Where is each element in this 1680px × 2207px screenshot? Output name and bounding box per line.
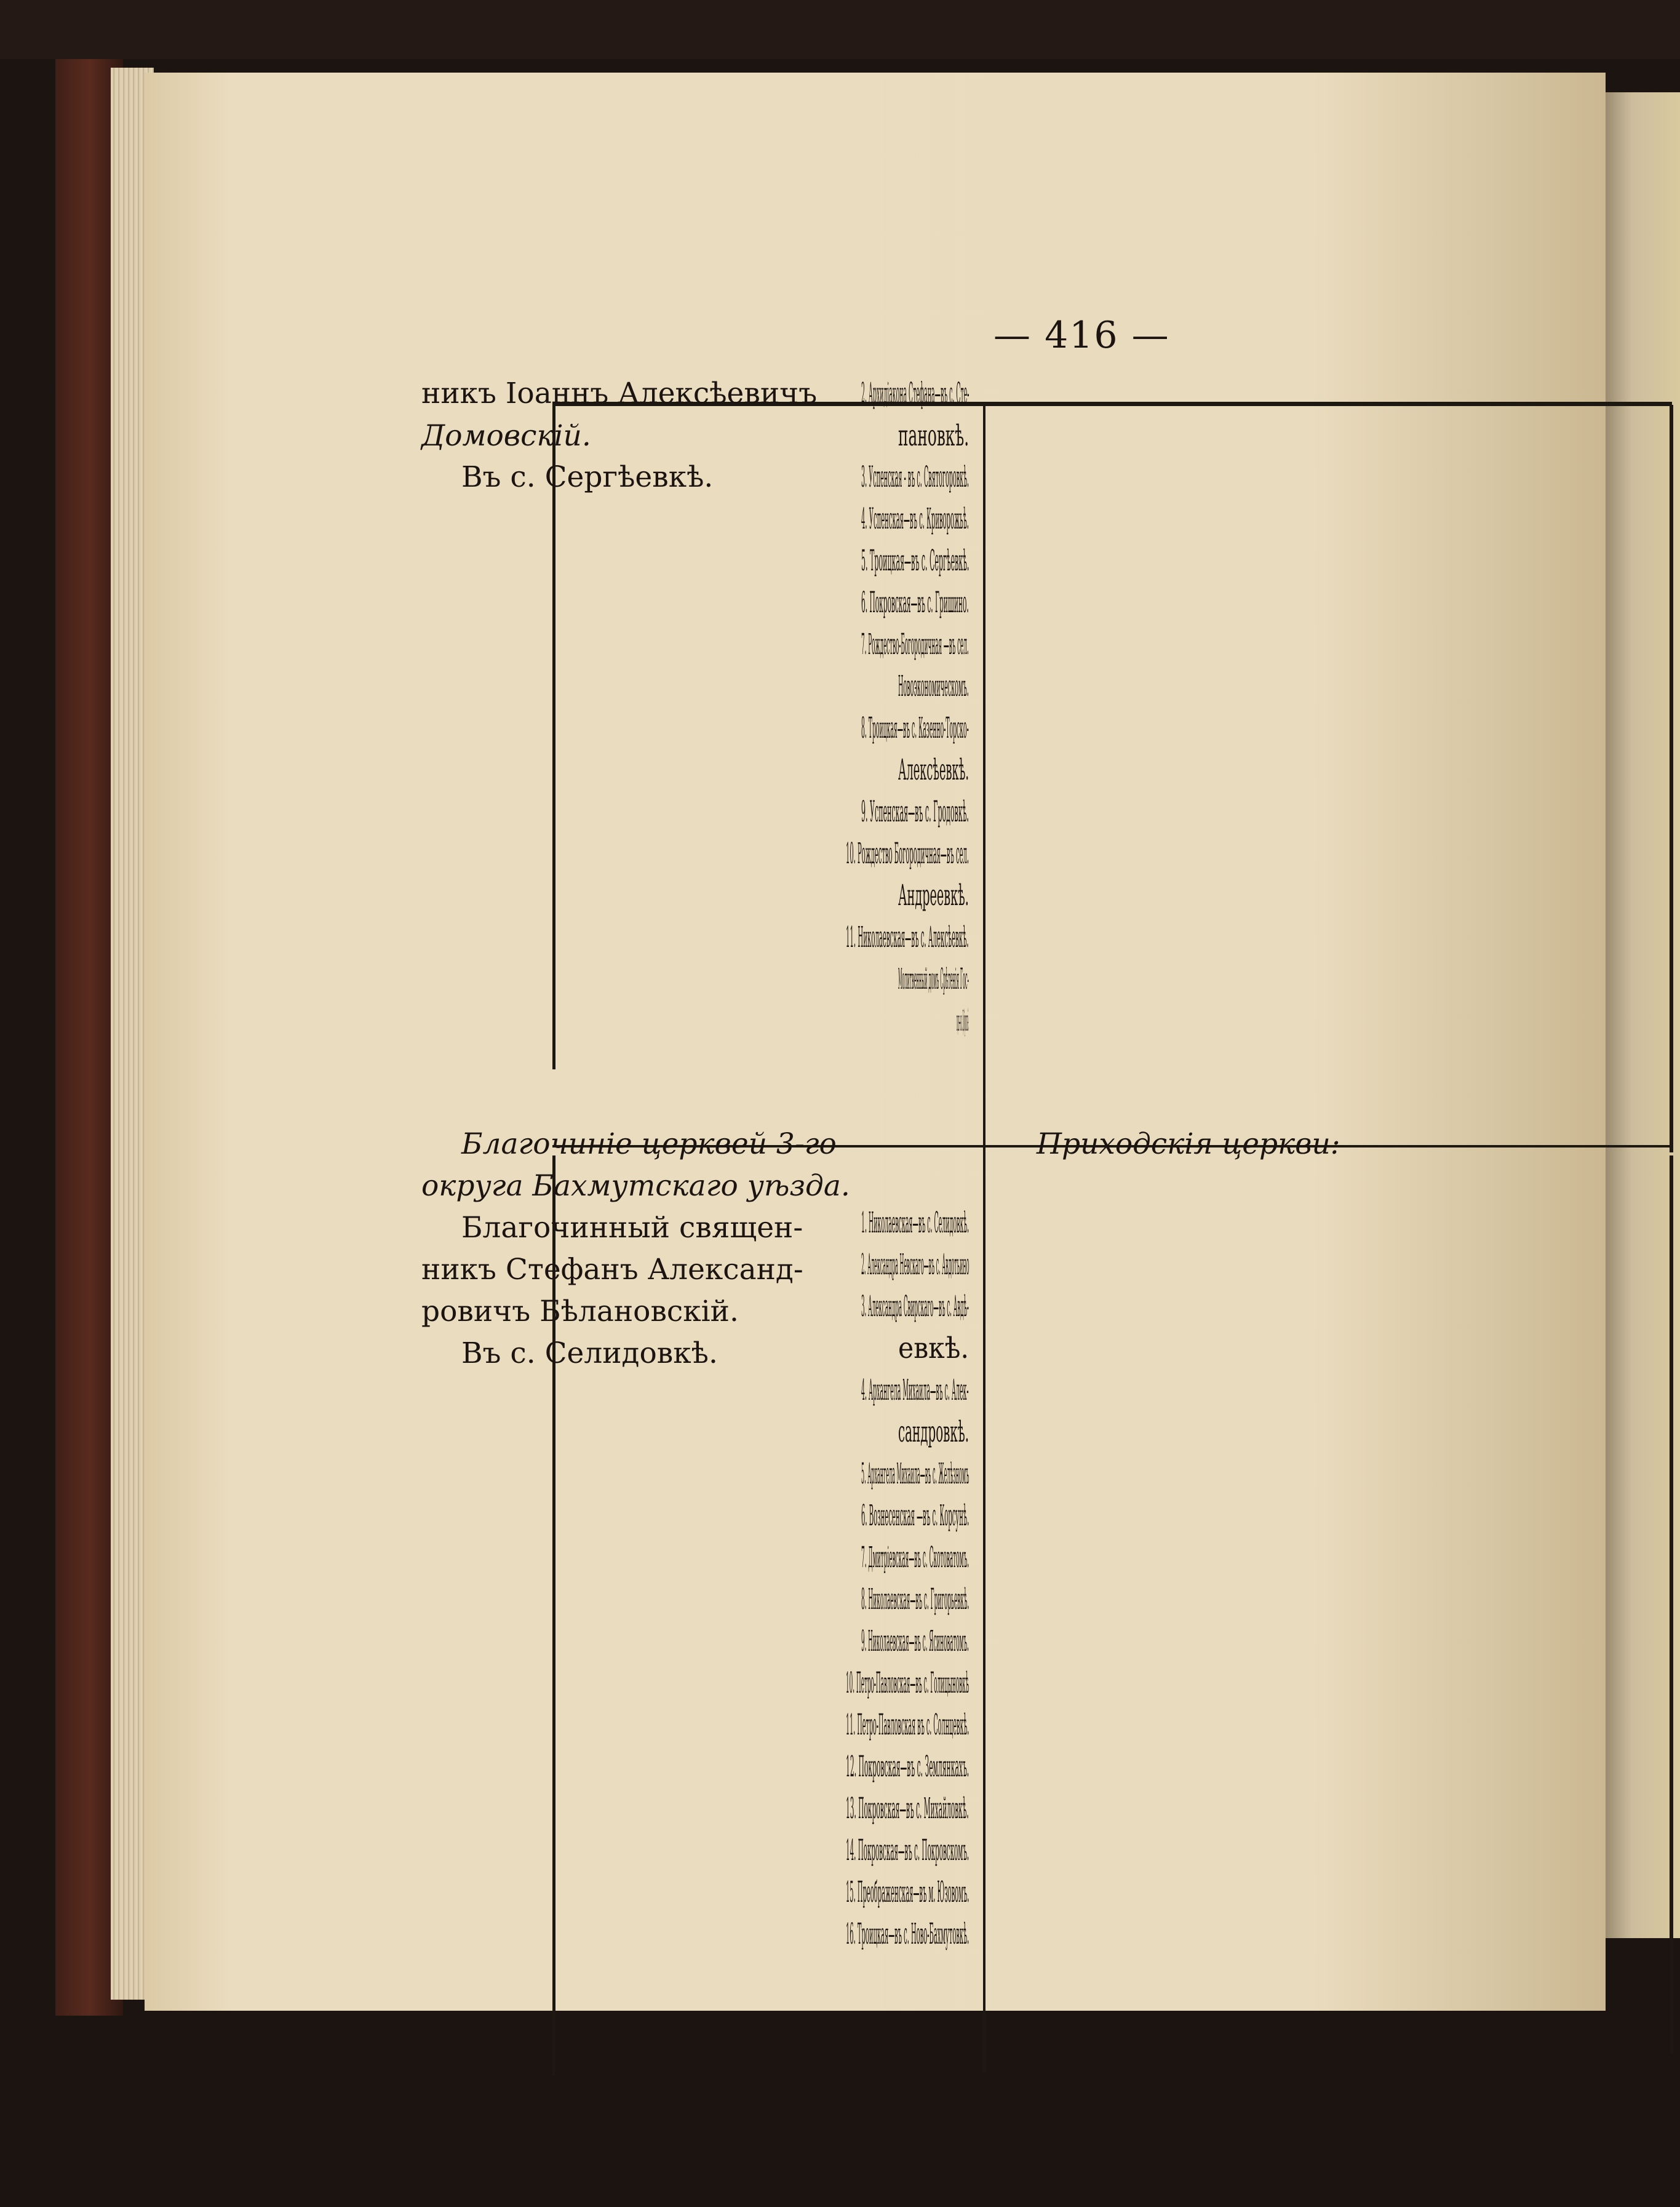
section-heading: округа Бахмутскаго уѣзда. [421,1169,850,1203]
church-entry-continued: Молитвенный домъ Срѣтенія Гос- [898,962,969,996]
church-entry: 8. Троицкая—въ с. Казенно-Торско- [861,711,969,745]
church-entry: 14. Покровская—въ с. Покровскомъ. [846,1834,969,1867]
section-heading: Приходскія церкви: [1037,1127,1340,1161]
church-entry: 3. Александра Свирскаго—въ с. Авдѣ- [861,1290,969,1323]
table-left-rule [552,402,555,1069]
surname-italic: Домовскій. [421,419,591,453]
table-right-rule [1670,405,1673,1152]
church-entry: 8. Николаевская—въ с. Григорьевкѣ. [861,1582,969,1616]
church-entry: 6. Вознесенская —въ с. Корсунѣ. [861,1499,969,1533]
book-cover-top [0,0,1680,59]
church-entry: 15. Преображенская—въ м. Юзовомъ. [846,1875,969,1909]
page-number: — 416 — [993,314,1170,357]
church-entry: 2. Архидіакона Стефана—въ с. Сте- [861,377,969,410]
church-entry-continued: Алексѣевкѣ. [898,753,969,787]
church-entry-continued: евкѣ. [898,1331,969,1365]
church-entry: 11. Николаевская—въ с. Алексѣевкѣ. [846,920,969,954]
church-entry: 4. Успенская—въ с. Криворожьѣ. [861,502,969,536]
church-entry: 4. Архангела Михаила—въ с. Алек- [861,1373,969,1407]
text-line: никъ Стефанъ Александ- [421,1253,803,1287]
church-entry: 9. Успенская—въ с. Гродовкѣ. [861,795,969,829]
church-entry: 13. Покровская—въ с. Михайловкѣ. [846,1792,969,1826]
table-center-rule [983,405,985,2072]
church-entry: 6. Покровская—въ с. Гришино. [861,586,969,620]
church-entry: 3. Успенская - въ с. Святогоровкѣ. [861,460,969,494]
table-right-rule-lower [1670,1155,1673,2054]
church-entry: 2. Александра Невскаго—въ с. Авдотьино [861,1248,969,1282]
church-entry-continued: Андреевкѣ. [898,879,969,912]
church-entry: 16. Троицкая—въ с. Ново-Бахмутовкѣ. [846,1917,969,1951]
church-entry: 12. Покровская—въ с. Землянкахъ. [846,1750,969,1784]
book-page [145,73,1606,2011]
church-entry: 5. Троицкая—въ с. Сергѣевкѣ. [861,544,969,578]
location-line: Въ с. Сергѣевкѣ. [461,460,714,494]
facing-page-edge [1599,92,1680,1938]
text-line: никъ Іоаннъ Алексѣевичъ [421,377,818,410]
church-entry-continued: сандровкѣ. [898,1415,969,1449]
church-entry-continued: пановкѣ. [898,419,969,453]
text-line: Благочинный священ- [461,1211,803,1245]
church-entry: 10. Петро-Павловская—въ с. Голицыновкѣ [846,1666,969,1700]
text-line: ровичъ Бѣлановскій. [421,1295,739,1328]
church-entry: 5. Архангела Михаила—въ с. Желѣзномъ [861,1457,969,1491]
location-line: Въ с. Селидовкѣ. [461,1336,718,1370]
church-entry: 1. Николаевская—въ с. Селидовкѣ. [861,1206,969,1240]
church-entry: 10. Рождество Богородичная—въ сел. [846,837,969,871]
church-entry: 7. Рождество-Богородичная —въ сел. [861,628,969,661]
church-entry-continued: Новоэкономическомъ. [898,669,969,703]
church-entry-continued: подня—въ с. Добропольӗ. [957,1004,969,1038]
church-entry: 11. Петро-Павловская въ с. Солнцевкѣ. [846,1708,969,1742]
church-entry: 7. Дмитріевская—въ с. Скотоватомъ. [861,1541,969,1574]
table-left-rule-lower [552,1155,555,2075]
church-entry: 9. Николаевская—въ с. Ясиноватомъ. [861,1624,969,1658]
section-heading: Благочиніе церквей 3-го [461,1127,837,1161]
